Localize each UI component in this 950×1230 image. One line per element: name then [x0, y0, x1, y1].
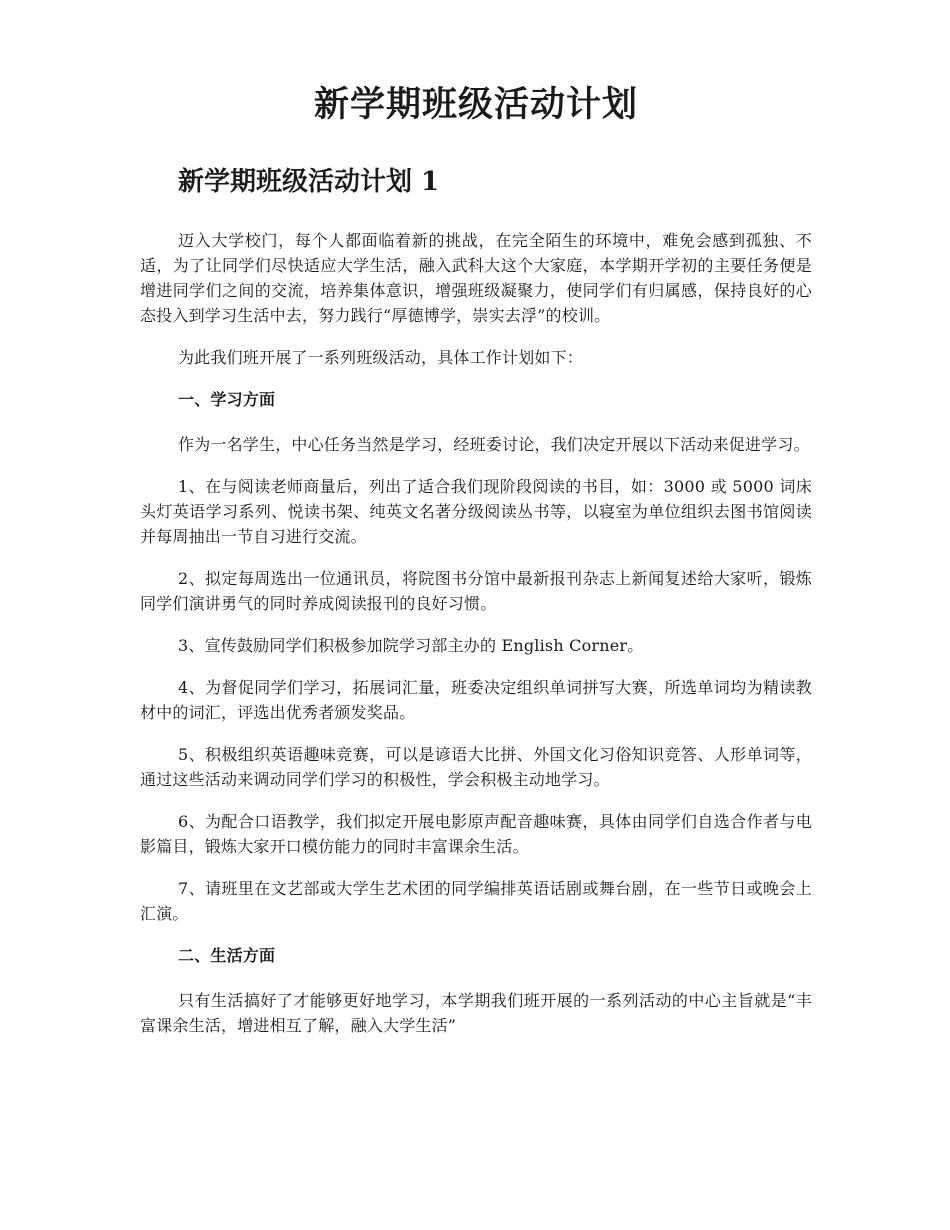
list-item: 3、宣传鼓励同学们积极参加院学习部主办的 English Corner。: [178, 636, 644, 655]
paragraph-intro: 迈入大学校门，每个人都面临着新的挑战，在完全陌生的环境中，难免会感到孤独、不适，为了让同学们尽快适应大学生活，融入武科大这个大家庭，本学期开学初的主要任务便是增进同学们之间的交流，培养集体意识，增强班级凝聚力，使同学们有归属感，保持良好的心态投入到学习生活中去，努力践行“厚德博学，崇实去浮”的校训。: [140, 231, 812, 325]
list-item: 1、在与阅读老师商量后，列出了适合我们现阶段阅读的书目，如：3000 或 5000 词床头灯英语学习系列、悦读书架、纯英文名著分级阅读丛书等，以寝室为单位组织去图书馆阅读并每周抽出一节自习进行交流。: [140, 477, 812, 546]
document-body: [140, 228, 812, 1055]
list-item: 2、拟定每周选出一位通讯员，将院图书分馆中最新报刊杂志上新闻复述给大家听，锻炼同学们演讲勇气的同时养成阅读报刊的良好习惯。: [140, 569, 812, 613]
heading-study: 一、学习方面: [178, 390, 276, 409]
list-item: 6、为配合口语教学，我们拟定开展电影原声配音趣味赛，具体由同学们自选合作者与电影篇目，锻炼大家开口模仿能力的同时丰富课余生活。: [140, 812, 812, 856]
paragraph-study-intro: 作为一名学生，中心任务当然是学习，经班委讨论，我们决定开展以下活动来促进学习。: [178, 435, 810, 454]
heading-life: 二、生活方面: [178, 946, 276, 965]
section-title: 新学期班级活动计划 1: [178, 167, 440, 197]
document-title: 新学期班级活动计划: [313, 84, 638, 125]
paragraph-plan-lead: 为此我们班开展了一系列班级活动，具体工作计划如下：: [178, 348, 584, 367]
list-item: 5、积极组织英语趣味竞赛，可以是谚语大比拼、外国文化习俗知识竞答、人形单词等，通过这些活动来调动同学们学习的积极性，学会积极主动地学习。: [140, 745, 812, 789]
list-item: 7、请班里在文艺部或大学生艺术团的同学编排英语话剧或舞台剧，在一些节日或晚会上汇演。: [140, 879, 812, 923]
paragraph-life-intro: 只有生活搞好了才能够更好地学习，本学期我们班开展的一系列活动的中心主旨就是“丰富课余生活，增进相互了解，融入大学生活”: [140, 991, 812, 1035]
list-item: 4、为督促同学们学习，拓展词汇量，班委决定组织单词拼写大赛，所选单词均为精读教材中的词汇，评选出优秀者颁发奖品。: [140, 678, 812, 722]
